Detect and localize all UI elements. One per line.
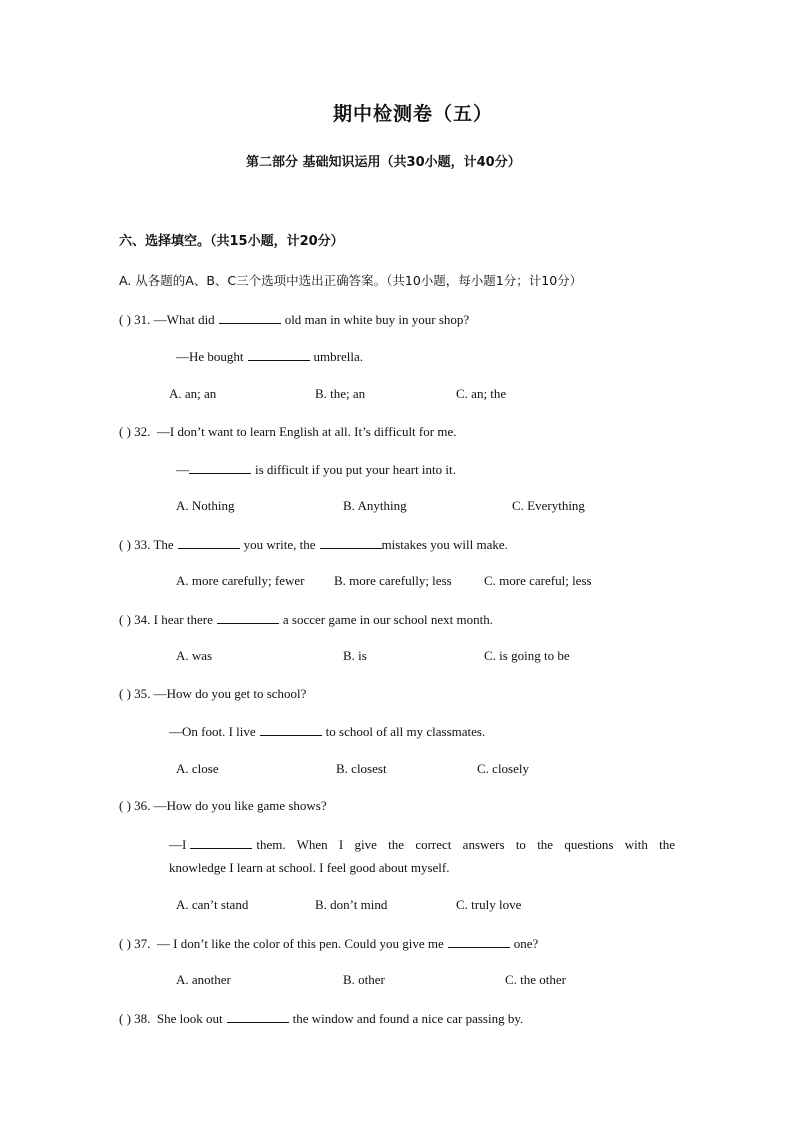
question-text: —How do you get to school? — [153, 686, 307, 701]
option-a: A. was — [176, 648, 213, 663]
question-36 — [119, 798, 327, 814]
reply-text: —On foot. I live — [169, 724, 256, 739]
question-text: mistakes you will make. — [381, 537, 508, 552]
question-35-reply — [169, 723, 485, 740]
option-b: B. don’t mind — [315, 897, 388, 912]
reply-text: to school of all my classmates. — [325, 724, 486, 739]
option-b: B. Anything — [343, 498, 407, 513]
option-a: A. another — [176, 972, 231, 987]
reply-text: — — [176, 462, 189, 477]
option-a: A. Nothing — [176, 498, 235, 513]
option-b: B. the; an — [315, 386, 366, 401]
answer-blank — [260, 723, 322, 736]
option-c: C. closely — [477, 761, 529, 776]
answer-paren: ( ) — [119, 537, 131, 552]
question-text: The — [153, 537, 174, 552]
answer-paren: ( ) — [119, 312, 131, 327]
answer-blank — [227, 1010, 289, 1023]
answer-paren: ( ) — [119, 612, 131, 627]
question-number: 34. — [134, 612, 151, 627]
question-36-reply — [169, 836, 675, 853]
question-text: the window and found a nice car passing by. — [292, 1011, 524, 1026]
question-33 — [119, 536, 508, 553]
question-35 — [119, 686, 306, 702]
answer-paren: ( ) — [119, 1011, 131, 1026]
answer-blank — [178, 536, 240, 549]
reply-text: them. When I give the correct answers to the questions with the — [256, 837, 675, 852]
answer-blank — [320, 536, 382, 549]
reply-text: —I — [169, 837, 187, 852]
option-c: C. the other — [505, 972, 567, 987]
question-38 — [119, 1010, 523, 1027]
page-subtitle: 第二部分 基础知识运用（共30小题，计40分） — [246, 155, 521, 170]
question-number: 37. — [134, 936, 151, 951]
answer-blank — [189, 461, 251, 474]
answer-blank — [190, 836, 252, 849]
option-b: B. closest — [336, 761, 387, 776]
option-a: A. more carefully; fewer — [176, 573, 305, 588]
instruction-text: A. 从各题的A、B、C三个选项中选出正确答案。（共10小题，每小题1分；计10分） — [119, 273, 583, 288]
option-c: C. an; the — [456, 386, 507, 401]
option-c: C. truly love — [456, 897, 522, 912]
option-a: A. can’t stand — [176, 897, 249, 912]
section-heading: 六、选择填空。（共15小题，计20分） — [119, 234, 344, 249]
answer-blank — [248, 348, 310, 361]
answer-blank — [448, 935, 510, 948]
answer-blank — [219, 311, 281, 324]
option-a: A. an; an — [169, 386, 217, 401]
question-32 — [119, 424, 456, 440]
question-text: She look out — [156, 1011, 223, 1026]
question-text: old man in white buy in your shop? — [284, 312, 470, 327]
question-31 — [119, 311, 469, 328]
question-text: —How do you like game shows? — [153, 798, 327, 813]
question-number: 38. — [134, 1011, 151, 1026]
question-text: —What did — [153, 312, 215, 327]
option-b: B. more carefully; less — [334, 573, 452, 588]
question-34 — [119, 611, 493, 628]
answer-blank — [217, 611, 279, 624]
answer-paren: ( ) — [119, 936, 131, 951]
option-c: C. is going to be — [484, 648, 570, 663]
question-text: — I don’t like the color of this pen. Could you give me — [156, 936, 444, 951]
option-b: B. other — [343, 972, 385, 987]
question-text: —I don’t want to learn English at all. It’s difficult for me. — [156, 424, 457, 439]
question-36-reply-cont: knowledge I learn at school. I feel good about myself. — [169, 860, 450, 875]
question-number: 36. — [134, 798, 151, 813]
reply-text: —He bought — [176, 349, 244, 364]
option-c: C. more careful; less — [484, 573, 592, 588]
question-number: 35. — [134, 686, 151, 701]
answer-paren: ( ) — [119, 686, 131, 701]
question-32-reply — [176, 461, 456, 478]
question-number: 33. — [134, 537, 151, 552]
question-text: a soccer game in our school next month. — [282, 612, 493, 627]
question-37 — [119, 935, 538, 952]
reply-text: umbrella. — [313, 349, 363, 364]
option-c: C. Everything — [512, 498, 585, 513]
option-b: B. is — [343, 648, 367, 663]
page-title: 期中检测卷（五） — [333, 103, 494, 125]
answer-paren: ( ) — [119, 424, 131, 439]
question-text: you write, the — [243, 537, 316, 552]
question-text: one? — [513, 936, 539, 951]
question-31-reply — [176, 348, 363, 365]
question-text: I hear there — [153, 612, 213, 627]
option-a: A. close — [176, 761, 219, 776]
reply-text: is difficult if you put your heart into it. — [255, 462, 456, 477]
answer-paren: ( ) — [119, 798, 131, 813]
question-number: 31. — [134, 312, 151, 327]
question-number: 32. — [134, 424, 151, 439]
